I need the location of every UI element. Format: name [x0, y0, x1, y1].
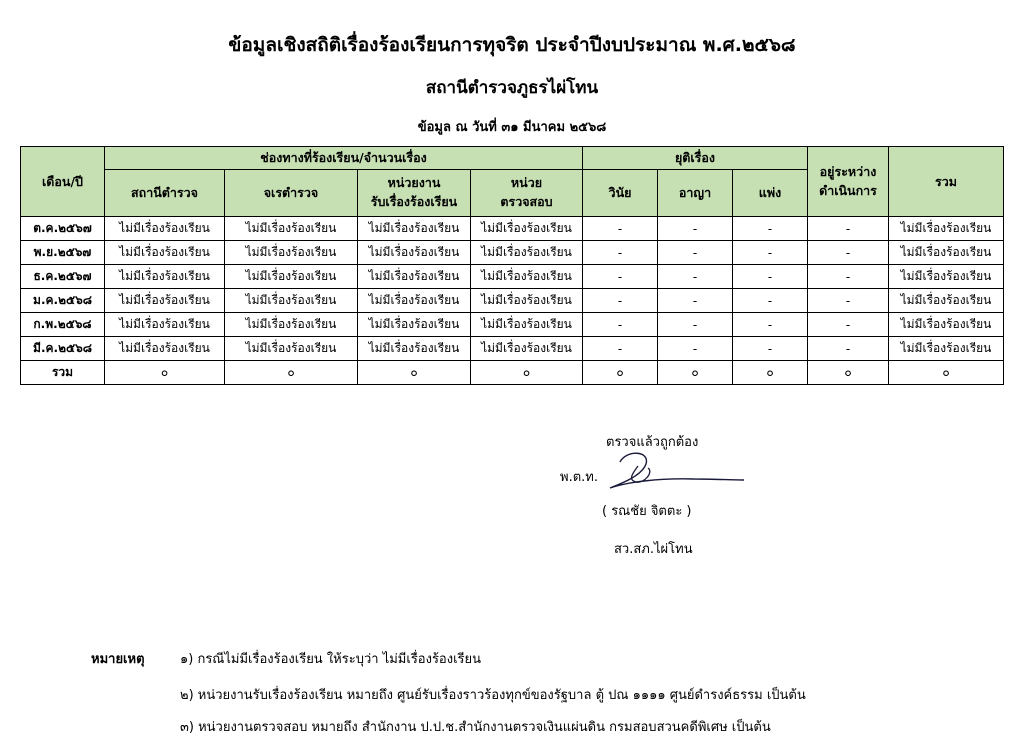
cell-criminal: - — [658, 337, 733, 361]
cell-total: ไม่มีเรื่องร้องเรียน — [889, 337, 1004, 361]
document-title: ข้อมูลเชิงสถิติเรื่องร้องเรียนการทุจริต ประจำปีงบประมาณ พ.ศ.๒๕๖๘ — [228, 34, 796, 56]
cell-audit-agency: ไม่มีเรื่องร้องเรียน — [471, 217, 583, 241]
cell-complaint-agency: ไม่มีเรื่องร้องเรียน — [358, 337, 471, 361]
cell-inspector: ไม่มีเรื่องร้องเรียน — [225, 289, 358, 313]
header-channels-group: ช่องทางที่ร้องเรียน/จำนวนเรื่อง — [105, 147, 583, 170]
cell-complaint-agency: ไม่มีเรื่องร้องเรียน — [358, 313, 471, 337]
as-of-date: ข้อมูล ณ วันที่ ๓๑ มีนาคม ๒๕๖๘ — [417, 120, 607, 135]
note-item: ๑) กรณีไม่มีเรื่องร้องเรียน ให้ระบุว่า ไม่มีเรื่องร้องเรียน — [180, 652, 482, 667]
cell-pending: - — [808, 313, 889, 337]
cell-discipline: - — [583, 313, 658, 337]
cell-total: ไม่มีเรื่องร้องเรียน — [889, 289, 1004, 313]
sum-pending: ๐ — [808, 361, 889, 385]
cell-discipline: - — [583, 265, 658, 289]
cell-month: ม.ค.๒๕๖๘ — [21, 289, 105, 313]
cell-police-station: ไม่มีเรื่องร้องเรียน — [105, 265, 225, 289]
station-name: สถานีตำรวจภูธรไผ่โทน — [425, 78, 599, 98]
cell-pending: - — [808, 289, 889, 313]
cell-inspector: ไม่มีเรื่องร้องเรียน — [225, 337, 358, 361]
sum-police-station: ๐ — [105, 361, 225, 385]
cell-inspector: ไม่มีเรื่องร้องเรียน — [225, 241, 358, 265]
header-resolved-group: ยุติเรื่อง — [583, 147, 808, 170]
sum-label: รวม — [21, 361, 105, 385]
cell-criminal: - — [658, 217, 733, 241]
cell-discipline: - — [583, 289, 658, 313]
cell-month: ธ.ค.๒๕๖๗ — [21, 265, 105, 289]
table-row — [21, 337, 1004, 361]
cell-total: ไม่มีเรื่องร้องเรียน — [889, 265, 1004, 289]
header-month: เดือน/ปี — [21, 147, 105, 217]
cell-audit-agency: ไม่มีเรื่องร้องเรียน — [471, 313, 583, 337]
cell-police-station: ไม่มีเรื่องร้องเรียน — [105, 337, 225, 361]
cell-month: พ.ย.๒๕๖๗ — [21, 241, 105, 265]
complaint-statistics-table — [20, 146, 1004, 385]
sum-discipline: ๐ — [583, 361, 658, 385]
cell-pending: - — [808, 337, 889, 361]
cell-complaint-agency: ไม่มีเรื่องร้องเรียน — [358, 241, 471, 265]
signer-name: ( รณชัย จิตตะ ) — [602, 504, 692, 519]
cell-civil: - — [733, 337, 808, 361]
header-criminal: อาญา — [658, 170, 733, 217]
cell-audit-agency: ไม่มีเรื่องร้องเรียน — [471, 289, 583, 313]
sum-civil: ๐ — [733, 361, 808, 385]
sum-inspector: ๐ — [225, 361, 358, 385]
cell-inspector: ไม่มีเรื่องร้องเรียน — [225, 217, 358, 241]
cell-police-station: ไม่มีเรื่องร้องเรียน — [105, 217, 225, 241]
cell-discipline: - — [583, 241, 658, 265]
table-row — [21, 289, 1004, 313]
sum-total: ๐ — [889, 361, 1004, 385]
signature-image — [598, 448, 748, 494]
cell-criminal: - — [658, 241, 733, 265]
signer-position: สว.สภ.ไผ่โทน — [614, 542, 693, 557]
sum-row — [21, 361, 1004, 385]
cell-inspector: ไม่มีเรื่องร้องเรียน — [225, 265, 358, 289]
cell-audit-agency: ไม่มีเรื่องร้องเรียน — [471, 241, 583, 265]
header-discipline: วินัย — [583, 170, 658, 217]
cell-complaint-agency: ไม่มีเรื่องร้องเรียน — [358, 289, 471, 313]
cell-criminal: - — [658, 313, 733, 337]
cell-pending: - — [808, 217, 889, 241]
table-row — [21, 241, 1004, 265]
note-item: ๓) หน่วยงานตรวจสอบ หมายถึง สำนักงาน ป.ป.ช.สำนักงานตรวจเงินแผ่นดิน กรมสอบสวนคดีพิเศษ เป็นต้น — [180, 720, 771, 735]
cell-civil: - — [733, 265, 808, 289]
cell-complaint-agency: ไม่มีเรื่องร้องเรียน — [358, 217, 471, 241]
cell-total: ไม่มีเรื่องร้องเรียน — [889, 217, 1004, 241]
table-row — [21, 265, 1004, 289]
sum-audit-agency: ๐ — [471, 361, 583, 385]
sum-criminal: ๐ — [658, 361, 733, 385]
cell-pending: - — [808, 241, 889, 265]
cell-month: ต.ค.๒๕๖๗ — [21, 217, 105, 241]
cell-criminal: - — [658, 265, 733, 289]
cell-police-station: ไม่มีเรื่องร้องเรียน — [105, 241, 225, 265]
cell-police-station: ไม่มีเรื่องร้องเรียน — [105, 313, 225, 337]
header-pending: อยู่ระหว่าง ดำเนินการ — [808, 147, 889, 217]
cell-total: ไม่มีเรื่องร้องเรียน — [889, 241, 1004, 265]
sum-complaint-agency: ๐ — [358, 361, 471, 385]
table-row — [21, 313, 1004, 337]
header-civil: แพ่ง — [733, 170, 808, 217]
cell-criminal: - — [658, 289, 733, 313]
cell-civil: - — [733, 289, 808, 313]
header-inspector: จเรตำรวจ — [225, 170, 358, 217]
header-police-station: สถานีตำรวจ — [105, 170, 225, 217]
cell-total: ไม่มีเรื่องร้องเรียน — [889, 313, 1004, 337]
cell-audit-agency: ไม่มีเรื่องร้องเรียน — [471, 337, 583, 361]
cell-month: ก.พ.๒๕๖๘ — [21, 313, 105, 337]
header-total: รวม — [889, 147, 1004, 217]
cell-discipline: - — [583, 217, 658, 241]
cell-inspector: ไม่มีเรื่องร้องเรียน — [225, 313, 358, 337]
cell-pending: - — [808, 265, 889, 289]
signer-rank: พ.ต.ท. — [560, 470, 598, 485]
cell-civil: - — [733, 241, 808, 265]
table-row — [21, 217, 1004, 241]
notes-heading: หมายเหตุ — [91, 652, 145, 667]
cell-civil: - — [733, 217, 808, 241]
note-item: ๒) หน่วยงานรับเรื่องร้องเรียน หมายถึง ศูนย์รับเรื่องราวร้องทุกข์ของรัฐบาล ตู้ ปณ ๑๑๑๑ ศูนย์ดำรงค์ธรรม เป็นต้น — [180, 688, 806, 703]
verified-label: ตรวจแล้วถูกต้อง — [606, 435, 699, 450]
cell-police-station: ไม่มีเรื่องร้องเรียน — [105, 289, 225, 313]
cell-civil: - — [733, 313, 808, 337]
header-audit-agency: หน่วย ตรวจสอบ — [471, 170, 583, 217]
header-complaint-agency: หน่วยงาน รับเรื่องร้องเรียน — [358, 170, 471, 217]
cell-discipline: - — [583, 337, 658, 361]
cell-month: มี.ค.๒๕๖๘ — [21, 337, 105, 361]
cell-audit-agency: ไม่มีเรื่องร้องเรียน — [471, 265, 583, 289]
cell-complaint-agency: ไม่มีเรื่องร้องเรียน — [358, 265, 471, 289]
